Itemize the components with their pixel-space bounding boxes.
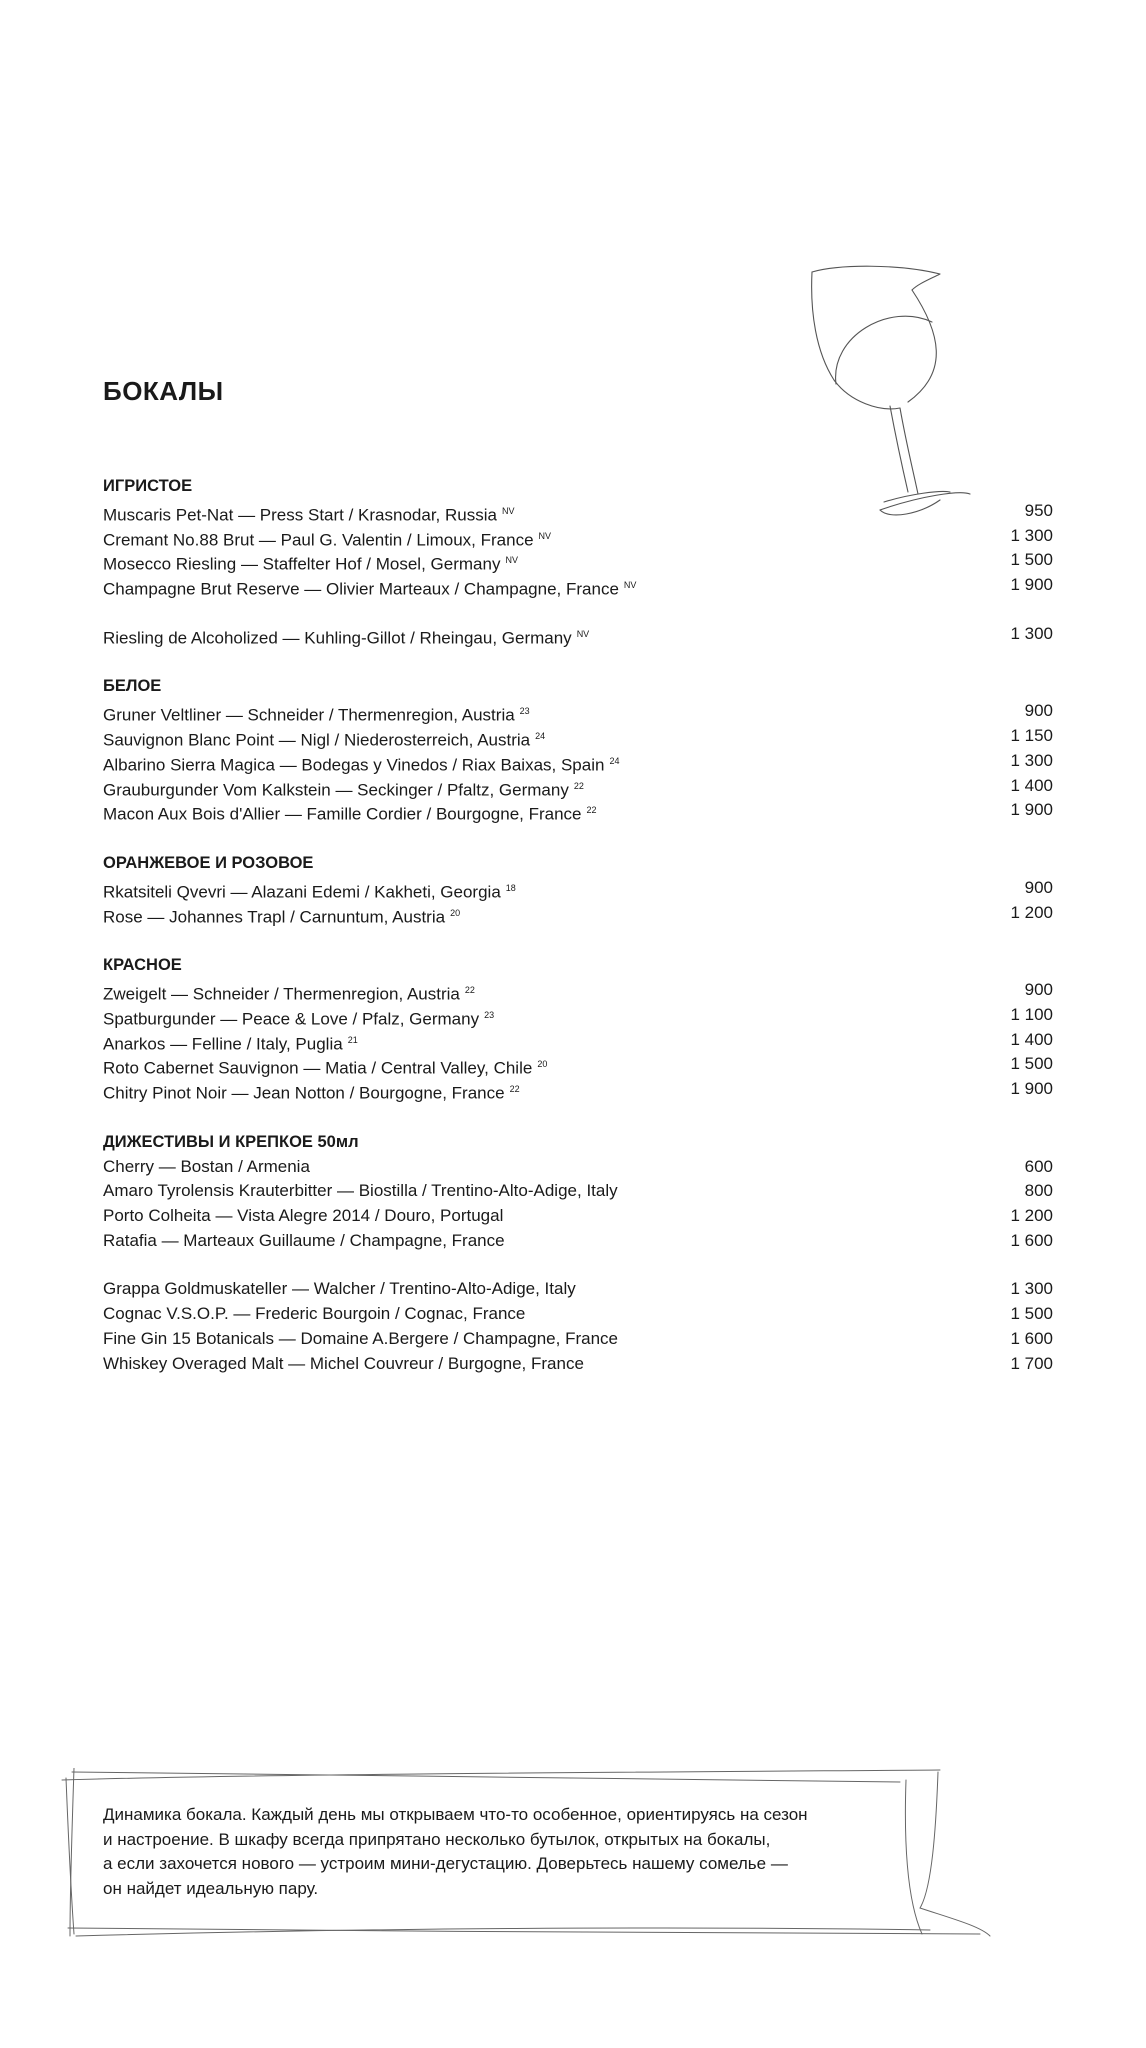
item-vintage: 23 — [484, 1009, 495, 1020]
item-price: 1 300 — [1010, 623, 1053, 643]
item-vintage: NV — [501, 506, 515, 516]
item-vintage: 18 — [505, 882, 516, 893]
item-name: Muscaris Pet-Nat — Press Start / Krasnodar, Russia — [103, 505, 497, 525]
item-price: 1 900 — [1010, 1079, 1053, 1098]
item-label — [103, 1327, 618, 1352]
item-price: 1 100 — [1010, 1004, 1053, 1024]
item-label — [103, 798, 597, 823]
item-label — [103, 1155, 310, 1180]
item-name: Cherry — Bostan / Armenia — [103, 1156, 310, 1176]
item-name: Macon Aux Bois d'Allier — Famille Cordier / Bourgogne, France — [103, 804, 582, 824]
item-name: Zweigelt — Schneider / Thermenregion, Austria — [103, 984, 460, 1004]
item-price: 1 700 — [1010, 1353, 1053, 1373]
item-price: 1 400 — [1010, 1029, 1053, 1049]
item-price: 1 200 — [1010, 902, 1053, 922]
item-name: Whiskey Overaged Malt — Michel Couvreur / Burgogne, France — [103, 1353, 584, 1373]
section-title: ОРАНЖЕВОЕ И РОЗОВОЕ — [103, 853, 314, 872]
item-price: 1 300 — [1010, 525, 1053, 545]
item-name: Gruner Veltliner — Schneider / Thermenregion, Austria — [103, 706, 515, 726]
menu-item — [103, 1179, 1053, 1204]
group-spacer — [103, 1253, 1053, 1277]
item-label — [103, 1277, 576, 1302]
item-label — [103, 573, 636, 598]
item-price: 900 — [1024, 980, 1053, 1000]
item-vintage: NV — [623, 580, 637, 591]
menu-item — [103, 724, 1053, 749]
menu-item — [103, 1052, 1053, 1077]
item-name: Amaro Tyrolensis Krauterbitter — Biostilla / Trentino-Alto-Adige, Italy — [103, 1181, 618, 1201]
item-vintage: NV — [505, 555, 518, 566]
item-label — [103, 1003, 494, 1028]
item-name: Spatburgunder — Peace & Love / Pfalz, Germany — [103, 1009, 480, 1029]
item-vintage: 24 — [535, 731, 546, 742]
item-vintage: 20 — [537, 1059, 548, 1070]
item-label — [103, 774, 584, 799]
item-label — [103, 901, 460, 926]
menu-item — [103, 1302, 1053, 1327]
item-label — [103, 1352, 584, 1377]
item-vintage: 23 — [519, 706, 530, 717]
section-title: КРАСНОЕ — [103, 956, 182, 975]
item-vintage: 22 — [464, 985, 475, 996]
item-name: Albarino Sierra Magica — Bodegas y Vinedos / Riax Baixas, Spain — [103, 755, 605, 775]
item-price: 1 500 — [1010, 1304, 1053, 1324]
item-price: 900 — [1024, 701, 1053, 721]
item-price: 1 150 — [1010, 726, 1053, 746]
menu-item — [103, 749, 1053, 774]
item-name: Mosecco Riesling — Staffelter Hof / Mosel, Germany — [103, 555, 501, 575]
item-vintage: 20 — [450, 907, 461, 918]
section-title: ДИЖЕСТИВЫ И КРЕПКОЕ 50мл — [103, 1132, 359, 1151]
item-label — [103, 749, 619, 774]
item-vintage: 21 — [347, 1034, 358, 1045]
menu-item — [103, 1327, 1053, 1352]
item-name: Riesling de Alcoholized — Kuhling-Gillot / Rheingau, Germany — [103, 628, 572, 648]
item-label — [103, 876, 516, 901]
item-name: Chitry Pinot Noir — Jean Notton / Bourgogne, France — [103, 1083, 505, 1103]
item-name: Sauvignon Blanc Point — Nigl / Niederosterreich, Austria — [103, 730, 531, 750]
menu-section — [103, 674, 1053, 822]
item-name: Cremant No.88 Brut — Paul G. Valentin / Limoux, France — [103, 530, 534, 550]
menu-item — [103, 699, 1053, 724]
item-price: 1 600 — [1010, 1328, 1053, 1348]
item-vintage: NV — [576, 628, 590, 639]
item-label — [103, 1204, 503, 1229]
menu-item — [103, 1277, 1053, 1302]
item-label — [103, 1052, 547, 1077]
menu-item — [103, 548, 1053, 573]
menu-section — [103, 851, 1053, 925]
wine-menu — [103, 474, 1053, 1404]
item-label — [103, 724, 545, 749]
menu-item — [103, 499, 1053, 524]
menu-item — [103, 774, 1053, 799]
item-name: Rkatsiteli Qvevri — Alazani Edemi / Kakheti, Georgia — [103, 882, 501, 902]
item-label — [103, 1077, 520, 1102]
item-price: 800 — [1024, 1181, 1053, 1201]
item-name: Cognac V.S.O.P. — Frederic Bourgoin / Cognac, France — [103, 1304, 526, 1324]
menu-section — [103, 953, 1053, 1101]
item-name: Fine Gin 15 Botanicals — Domaine A.Bergere / Champagne, France — [103, 1328, 618, 1348]
item-vintage: 24 — [609, 755, 620, 766]
menu-item — [103, 1077, 1053, 1102]
item-label — [103, 622, 589, 647]
menu-item — [103, 1028, 1053, 1053]
note-text: Динамика бокала. Каждый день мы открываем что-то особенное, ориентируясь на сезон и настроение. В шкафу всегда припрятано несколько бутылок, открытых на бокалы, а если захочется нового — устроим мини-дегустацию. Доверьтесь нашему сомелье — он найдет идеальную пару. — [103, 1805, 808, 1898]
item-name: Ratafia — Marteaux Guillaume / Champagne, France — [103, 1230, 505, 1250]
item-name: Rose — Johannes Trapl / Carnuntum, Austria — [103, 907, 446, 927]
item-label — [103, 1179, 618, 1204]
item-price: 1 300 — [1010, 750, 1053, 770]
menu-item — [103, 573, 1053, 598]
item-price: 1 500 — [1010, 1054, 1053, 1074]
menu-section — [103, 1130, 1053, 1377]
item-vintage: 22 — [573, 780, 584, 791]
menu-item — [103, 901, 1053, 926]
item-label — [103, 1302, 525, 1327]
menu-item — [103, 876, 1053, 901]
menu-item — [103, 524, 1053, 549]
item-price: 600 — [1024, 1156, 1053, 1176]
item-price: 1 900 — [1010, 575, 1053, 595]
item-label — [103, 1229, 505, 1254]
item-label — [103, 699, 530, 724]
item-price: 1 300 — [1010, 1279, 1053, 1299]
item-price: 1 200 — [1010, 1206, 1053, 1226]
menu-item — [103, 1204, 1053, 1229]
item-name: Porto Colheita — Vista Alegre 2014 / Douro, Portugal — [103, 1206, 504, 1226]
menu-section — [103, 474, 1053, 646]
section-title: БЕЛОЕ — [103, 677, 162, 696]
item-name: Grappa Goldmuskateller — Walcher / Trentino-Alto-Adige, Italy — [103, 1279, 576, 1299]
item-label — [103, 978, 475, 1003]
group-spacer — [103, 598, 1053, 622]
item-name: Anarkos — Felline / Italy, Puglia — [103, 1034, 343, 1054]
item-price: 1 500 — [1010, 550, 1053, 570]
item-label — [103, 548, 518, 573]
item-label — [103, 524, 551, 549]
item-price: 900 — [1024, 877, 1053, 897]
menu-item — [103, 1352, 1053, 1377]
menu-item — [103, 1003, 1053, 1028]
item-name: Grauburgunder Vom Kalkstein — Seckinger / Pfaltz, Germany — [103, 780, 569, 800]
item-vintage: 22 — [509, 1084, 520, 1094]
page-title: БОКАЛЫ — [103, 376, 224, 406]
menu-item — [103, 1155, 1053, 1180]
item-name: Roto Cabernet Sauvignon — Matia / Central Valley, Chile — [103, 1058, 533, 1078]
item-label — [103, 499, 514, 524]
menu-item — [103, 1229, 1053, 1254]
section-title: ИГРИСТОЕ — [103, 477, 193, 495]
item-label — [103, 1028, 358, 1053]
menu-item — [103, 798, 1053, 823]
item-price: 950 — [1024, 501, 1053, 520]
menu-item — [103, 622, 1053, 647]
item-price: 1 400 — [1010, 775, 1053, 795]
item-price: 1 900 — [1010, 800, 1053, 820]
item-name: Champagne Brut Reserve — Olivier Marteaux / Champagne, France — [103, 579, 619, 599]
menu-item — [103, 978, 1053, 1003]
item-vintage: 22 — [586, 805, 597, 816]
item-vintage: NV — [538, 530, 552, 541]
item-price: 1 600 — [1010, 1230, 1053, 1250]
